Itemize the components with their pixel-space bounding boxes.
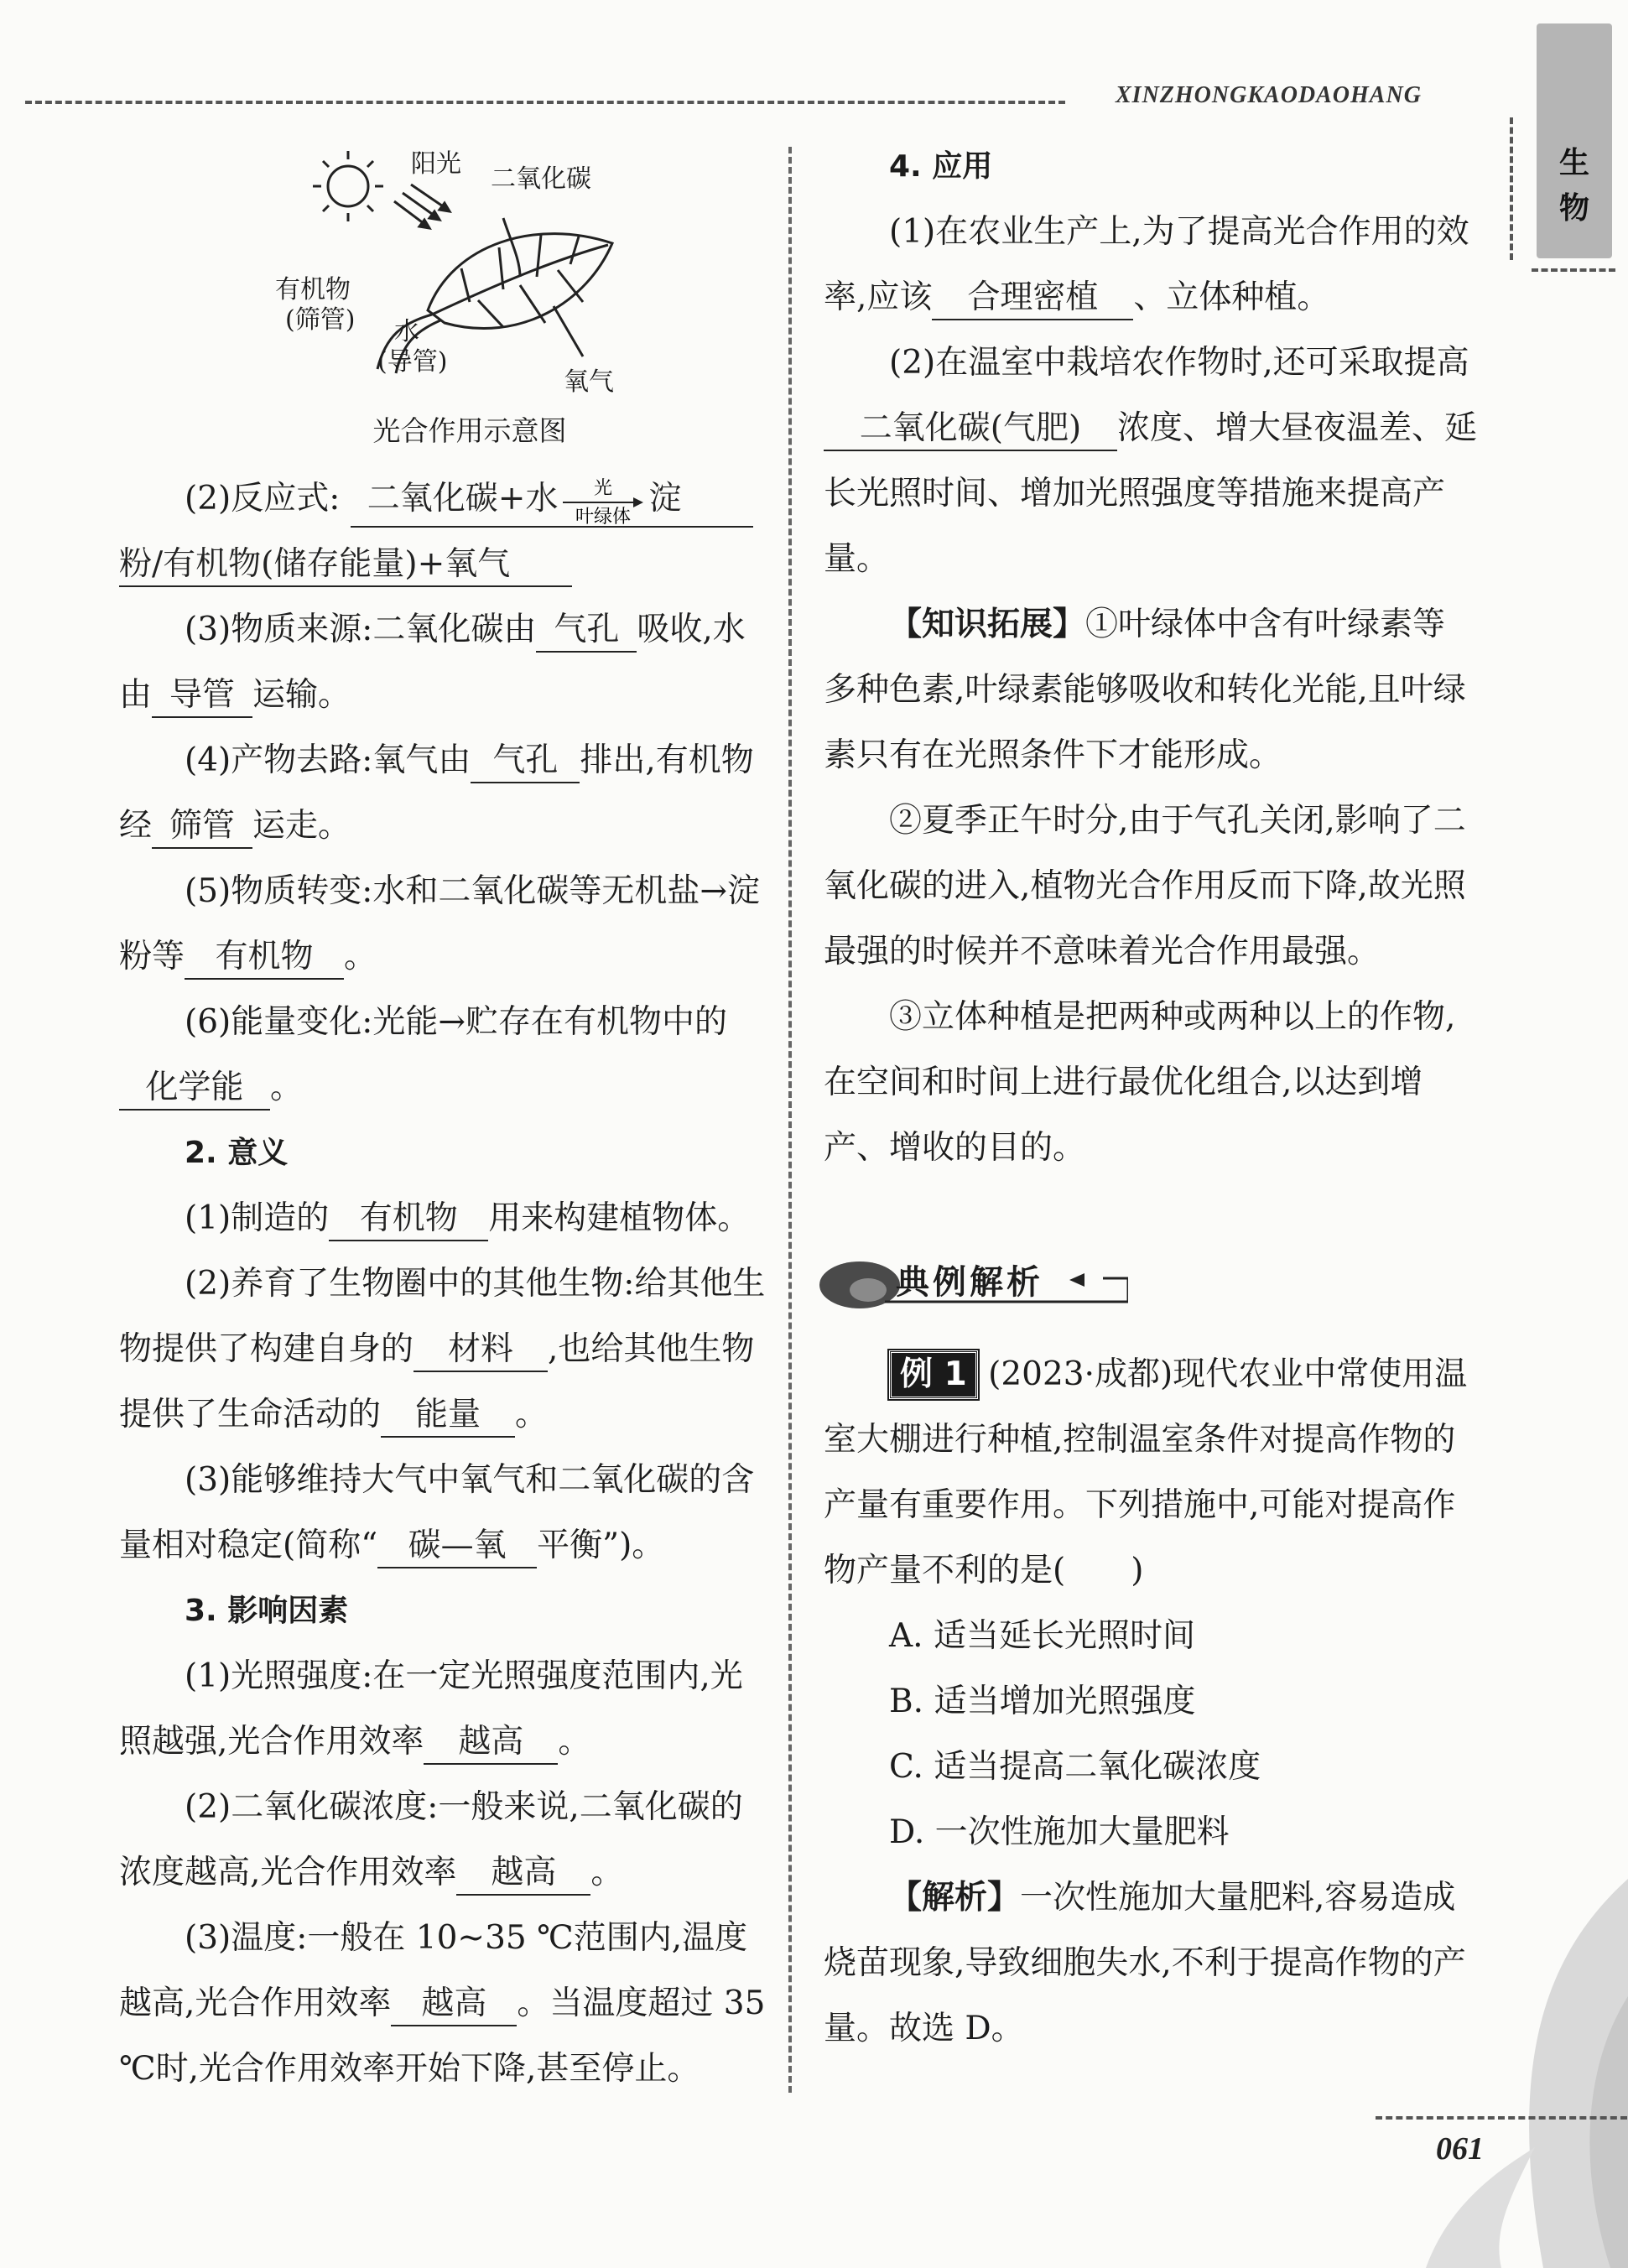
option-a: A. 适当延长光照时间 bbox=[889, 1617, 1195, 1655]
analysis-label: 【解析】 bbox=[889, 1879, 1021, 1917]
column-divider bbox=[788, 147, 792, 2093]
product-destination bbox=[119, 728, 773, 859]
p6-text-b: 。 bbox=[270, 1069, 304, 1106]
reaction-arrow bbox=[561, 476, 645, 526]
knowledge-extension-1 bbox=[824, 592, 1478, 788]
subject-tab-label: 生物 bbox=[1558, 146, 1589, 226]
label-water: 水 bbox=[394, 317, 419, 346]
energy-change bbox=[119, 990, 773, 1121]
sunlight-arrows bbox=[394, 185, 450, 228]
a1-text-a: (1)在农业生产上,为了提高光合作用的效率,应该 bbox=[824, 213, 1469, 316]
section-title: 典例解析 bbox=[896, 1263, 1043, 1302]
page-number: 061 bbox=[1436, 2131, 1484, 2167]
f1-text-a: (1)光照强度:在一定光照强度范围内,光照越强,光合作用效率 bbox=[119, 1657, 743, 1761]
application-2 bbox=[824, 330, 1478, 592]
photosynthesis-diagram bbox=[252, 143, 671, 453]
f3-text-b: 。当温度超过 35 ℃时,光合作用效率开始下降,甚至停止。 bbox=[119, 1984, 766, 2088]
p3-text-a: (3)物质来源:二氧化碳由 bbox=[185, 611, 537, 648]
option-d: D. 一次性施加大量肥料 bbox=[889, 1813, 1230, 1851]
label-co2: 二氧化碳 bbox=[491, 164, 591, 194]
option-b: B. 适当增加光照强度 bbox=[889, 1683, 1196, 1720]
tab-dashed-border bbox=[1510, 117, 1535, 260]
p4-text-b: 排出,有机物经 bbox=[119, 741, 754, 845]
blank-stomata-1: 气孔 bbox=[536, 610, 637, 653]
f3-text-a: (3)温度:一般在 10~35 ℃范围内,温度越高,光合作用效率 bbox=[119, 1919, 748, 2022]
running-title: XINZHONGKAODAOHANG bbox=[1116, 82, 1422, 108]
heading-factors: 3. 影响因素 bbox=[185, 1594, 349, 1628]
blank-dense-planting: 合理密植 bbox=[932, 278, 1133, 320]
significance-1 bbox=[119, 1186, 773, 1251]
arrow-bottom-label: 叶绿体 bbox=[575, 507, 632, 526]
blank-energy: 能量 bbox=[381, 1395, 515, 1438]
eq-line2: 粉/有机物(储存能量)+氧气 bbox=[119, 544, 572, 587]
blank-higher-2: 越高 bbox=[456, 1853, 590, 1896]
eq-prefix: (2)反应式: bbox=[185, 480, 341, 518]
corner-decoration bbox=[1258, 1862, 1628, 2268]
tab-dashed-border-bottom bbox=[1532, 268, 1615, 272]
p5-text-b: 。 bbox=[344, 938, 377, 975]
analysis-text: 一次性施加大量肥料,容易造成烧苗现象,导致细胞失水,不利于提高作物的产量。故选 D。 bbox=[824, 1879, 1466, 2047]
p4-text-c: 运走。 bbox=[252, 807, 351, 845]
factor-light bbox=[119, 1644, 773, 1775]
option-c: C. 适当提高二氧化碳浓度 bbox=[889, 1748, 1261, 1786]
s3-text-b: 平衡”)。 bbox=[537, 1527, 665, 1564]
knowledge-extension-text-1: ①叶绿体中含有叶绿素等多种色素,叶绿素能够吸收和转化光能,且叶绿素只有在光照条件下才能形成。 bbox=[824, 606, 1466, 774]
factor-temperature bbox=[119, 1906, 773, 2102]
header-dashed-rule bbox=[25, 101, 1065, 104]
s3-text-a: (3)能够维持大气中氧气和二氧化碳的含量相对稳定(简称“ bbox=[119, 1461, 755, 1564]
p4-text-a: (4)产物去路:氧气由 bbox=[185, 741, 471, 779]
example-tag: 例 1 bbox=[889, 1350, 978, 1399]
eq-part2: 淀 bbox=[648, 480, 682, 518]
blank-material: 材料 bbox=[414, 1329, 548, 1372]
heading-application: 4. 应用 bbox=[889, 149, 993, 184]
knowledge-extension-label: 【知识拓展】 bbox=[889, 606, 1086, 643]
eq-blank bbox=[351, 476, 753, 528]
s2-text-c: 。 bbox=[515, 1396, 549, 1433]
f1-text-b: 。 bbox=[558, 1723, 591, 1761]
s1-text-b: 用来构建植物体。 bbox=[488, 1199, 751, 1237]
footer-dashed-rule bbox=[1376, 2116, 1627, 2120]
application-1 bbox=[824, 200, 1478, 330]
sun-icon bbox=[313, 151, 383, 221]
s2-text-b: ,也给其他生物提供了生命活动的 bbox=[119, 1330, 755, 1433]
blank-carbon-oxygen: 碳—氧 bbox=[377, 1526, 537, 1568]
a2-text-a: (2)在温室中栽培农作物时,还可采取提高 bbox=[889, 344, 1469, 382]
right-column bbox=[824, 134, 1478, 1181]
knowledge-extension-2: ②夏季正午时分,由于气孔关闭,影响了二氧化碳的进入,植物光合作用反而下降,故光照最强的时候并不意味着光合作用最强。 bbox=[824, 802, 1466, 970]
left-column bbox=[119, 466, 773, 2102]
label-sunlight: 阳光 bbox=[411, 149, 461, 179]
material-source bbox=[119, 597, 773, 728]
blank-vessel: 导管 bbox=[152, 675, 252, 718]
p6-text-a: (6)能量变化:光能→贮存在有机物中的 bbox=[185, 1003, 728, 1041]
f2-text-a: (2)二氧化碳浓度:一般来说,二氧化碳的浓度越高,光合作用效率 bbox=[119, 1788, 743, 1891]
label-vessel: (导管) bbox=[377, 347, 448, 377]
f2-text-b: 。 bbox=[590, 1854, 624, 1891]
s1-text-a: (1)制造的 bbox=[185, 1199, 330, 1237]
arrow-top-label: 光 bbox=[594, 478, 613, 499]
heading-significance: 2. 意义 bbox=[185, 1136, 289, 1170]
blank-sieve-tube: 筛管 bbox=[152, 806, 252, 849]
label-organic-matter: 有机物 bbox=[275, 275, 351, 304]
s2-text-a: (2)养育了生物圈中的其他生物:给其他生物提供了构建自身的 bbox=[119, 1265, 766, 1368]
eq-part1: 二氧化碳+水 bbox=[367, 480, 559, 518]
blank-chemical-energy: 化学能 bbox=[119, 1068, 270, 1111]
p5-text-a: (5)物质转变:水和二氧化碳等无机盐→淀粉等 bbox=[119, 872, 761, 975]
blank-higher-3: 越高 bbox=[391, 1984, 517, 2026]
p3-text-c: 运输。 bbox=[252, 676, 351, 714]
reaction-equation bbox=[119, 466, 773, 532]
question-text: (2023·成都)现代农业中常使用温室大棚进行种植,控制温室条件对提高作物的产量有重要作用。下列措施中,可能对提高作物产量不利的是( ) bbox=[824, 1355, 1468, 1589]
blank-stomata-2: 气孔 bbox=[471, 741, 580, 783]
a1-text-b: 、立体种植。 bbox=[1133, 278, 1330, 316]
matter-conversion bbox=[119, 859, 773, 990]
knowledge-extension-3: ③立体种植是把两种或两种以上的作物,在空间和时间上进行最优化组合,以达到增产、增收的目的。 bbox=[824, 998, 1456, 1167]
significance-3 bbox=[119, 1448, 773, 1579]
significance-2 bbox=[119, 1251, 773, 1448]
blank-organic-matter: 有机物 bbox=[185, 937, 344, 980]
blank-organic-matter-2: 有机物 bbox=[329, 1199, 488, 1241]
diagram-caption: 光合作用示意图 bbox=[372, 414, 567, 447]
example-question bbox=[824, 1342, 1478, 1604]
factor-co2 bbox=[119, 1775, 773, 1906]
a2-text-b: 浓度、增大昼夜温差、延长光照时间、增加光照强度等措施来提高产量。 bbox=[824, 409, 1478, 578]
blank-higher-1: 越高 bbox=[424, 1722, 558, 1765]
label-oxygen: 氧气 bbox=[564, 367, 614, 397]
blank-co2-fertilizer: 二氧化碳(气肥) bbox=[824, 408, 1117, 451]
p3-text-b: 吸收,水由 bbox=[119, 611, 746, 714]
label-sieve-tube: (筛管) bbox=[285, 305, 356, 335]
